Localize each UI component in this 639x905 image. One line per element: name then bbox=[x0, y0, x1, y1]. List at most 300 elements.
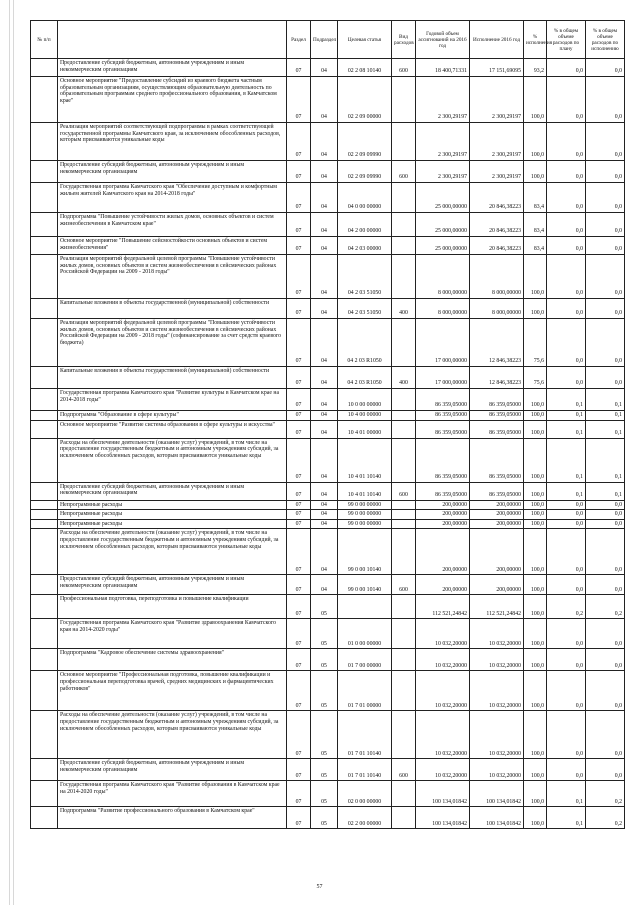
row-cs-cell: 99 0 00 00000 bbox=[338, 500, 392, 510]
row-razdel-cell: 07 bbox=[287, 59, 311, 77]
row-pct-cell: 100,0 bbox=[524, 711, 547, 759]
row-pct-cell: 83,4 bbox=[524, 237, 547, 255]
row-num-cell bbox=[31, 619, 58, 649]
row-isp-cell: 2 300,29197 bbox=[470, 77, 524, 123]
row-podrazdel-cell: 04 bbox=[311, 255, 338, 299]
row-share-isp-cell: 0,0 bbox=[586, 529, 625, 575]
row-pct-cell: 100,0 bbox=[524, 420, 547, 438]
row-vid-cell bbox=[392, 807, 416, 829]
row-vid-cell bbox=[392, 183, 416, 213]
row-share-isp-cell: 0,0 bbox=[586, 299, 625, 319]
row-razdel-cell: 07 bbox=[287, 411, 311, 421]
table-header-row bbox=[31, 21, 625, 59]
row-share-plan-cell: 0,1 bbox=[547, 781, 586, 807]
row-num-cell bbox=[31, 123, 58, 161]
row-plan-cell: 86 359,05000 bbox=[416, 482, 470, 500]
row-podrazdel-cell: 05 bbox=[311, 781, 338, 807]
row-plan-cell: 2 300,29197 bbox=[416, 77, 470, 123]
scan-artifact bbox=[13, 0, 14, 905]
row-pct-cell: 100,0 bbox=[524, 255, 547, 299]
row-name-cell: Предоставление субсидий бюджетным, автономным учреждениям и иным некоммерческим организациям bbox=[58, 575, 287, 595]
row-share-isp-cell: 0,2 bbox=[586, 781, 625, 807]
row-podrazdel-cell: 04 bbox=[311, 500, 338, 510]
row-podrazdel-cell: 04 bbox=[311, 367, 338, 389]
row-name-cell: Подпрограмма "Развитие профессионального образования в Камчатском крае" bbox=[58, 807, 287, 829]
row-plan-cell: 200,00000 bbox=[416, 575, 470, 595]
row-podrazdel-cell: 04 bbox=[311, 319, 338, 367]
row-vid-cell bbox=[392, 213, 416, 237]
row-share-plan-cell: 0,0 bbox=[547, 500, 586, 510]
row-vid-cell: 600 bbox=[392, 482, 416, 500]
row-podrazdel-cell: 05 bbox=[311, 649, 338, 671]
row-num-cell bbox=[31, 420, 58, 438]
row-isp-cell: 10 032,20000 bbox=[470, 619, 524, 649]
row-cs-cell: 10 4 01 00000 bbox=[338, 420, 392, 438]
row-cs-cell: 10 0 00 00000 bbox=[338, 389, 392, 411]
row-share-plan-cell: 0,0 bbox=[547, 319, 586, 367]
row-share-plan-cell: 0,0 bbox=[547, 161, 586, 183]
row-plan-cell: 25 000,00000 bbox=[416, 237, 470, 255]
row-isp-cell: 2 300,29197 bbox=[470, 161, 524, 183]
row-share-isp-cell: 0,0 bbox=[586, 213, 625, 237]
row-share-plan-cell: 0,1 bbox=[547, 438, 586, 482]
row-pct-cell: 100,0 bbox=[524, 123, 547, 161]
row-plan-cell: 25 000,00000 bbox=[416, 183, 470, 213]
row-vid-cell bbox=[392, 237, 416, 255]
row-name-cell: Расходы на обеспечение деятельности (оказание услуг) учреждений, в том числе на предоставление государственным бюджетным и автономным учреждениям субсидий, за исключением обособленных расходов, которым присваиваются уникальные коды bbox=[58, 529, 287, 575]
row-podrazdel-cell: 05 bbox=[311, 671, 338, 711]
row-podrazdel-cell: 04 bbox=[311, 213, 338, 237]
row-isp-cell: 100 134,01842 bbox=[470, 781, 524, 807]
row-pct-cell: 100,0 bbox=[524, 77, 547, 123]
row-vid-cell bbox=[392, 500, 416, 510]
row-num-cell bbox=[31, 161, 58, 183]
row-share-isp-cell: 0,0 bbox=[586, 575, 625, 595]
row-pct-cell: 100,0 bbox=[524, 781, 547, 807]
row-isp-cell: 8 000,00000 bbox=[470, 299, 524, 319]
row-razdel-cell: 07 bbox=[287, 123, 311, 161]
row-pct-cell: 100,0 bbox=[524, 500, 547, 510]
row-share-plan-cell: 0,0 bbox=[547, 519, 586, 529]
row-share-isp-cell: 0,0 bbox=[586, 123, 625, 161]
row-share-plan-cell: 0,0 bbox=[547, 649, 586, 671]
row-share-plan-cell: 0,0 bbox=[547, 619, 586, 649]
row-isp-cell: 86 359,05000 bbox=[470, 389, 524, 411]
row-plan-cell: 86 359,05000 bbox=[416, 411, 470, 421]
table-row bbox=[31, 595, 625, 619]
row-share-plan-cell: 0,0 bbox=[547, 299, 586, 319]
row-pct-cell: 100,0 bbox=[524, 389, 547, 411]
row-podrazdel-cell: 05 bbox=[311, 711, 338, 759]
row-share-plan-cell: 0,0 bbox=[547, 77, 586, 123]
row-share-plan-cell: 0,1 bbox=[547, 420, 586, 438]
table-row bbox=[31, 213, 625, 237]
row-podrazdel-cell: 04 bbox=[311, 438, 338, 482]
row-pct-cell: 100,0 bbox=[524, 619, 547, 649]
row-cs-cell: 99 0 00 10140 bbox=[338, 575, 392, 595]
row-name-cell: Государственная программа Камчатского края "Развитие образования в Камчатском крае на 2014-2020 годы" bbox=[58, 781, 287, 807]
row-isp-cell: 86 359,05000 bbox=[470, 438, 524, 482]
row-razdel-cell: 07 bbox=[287, 500, 311, 510]
row-vid-cell bbox=[392, 411, 416, 421]
row-razdel-cell: 07 bbox=[287, 237, 311, 255]
row-name-cell: Капитальные вложения в объекты государственной (муниципальной) собственности bbox=[58, 299, 287, 319]
row-share-plan-cell: 0,0 bbox=[547, 671, 586, 711]
row-share-plan-cell: 0,0 bbox=[547, 255, 586, 299]
table-row bbox=[31, 781, 625, 807]
row-num-cell bbox=[31, 438, 58, 482]
table-row bbox=[31, 420, 625, 438]
row-vid-cell bbox=[392, 438, 416, 482]
row-razdel-cell: 07 bbox=[287, 781, 311, 807]
row-name-cell: Капитальные вложения в объекты государственной (муниципальной) собственности bbox=[58, 367, 287, 389]
row-num-cell bbox=[31, 389, 58, 411]
row-vid-cell bbox=[392, 781, 416, 807]
row-razdel-cell: 07 bbox=[287, 759, 311, 781]
row-pct-cell: 75,6 bbox=[524, 319, 547, 367]
header-name bbox=[58, 21, 287, 59]
row-plan-cell: 10 032,20000 bbox=[416, 671, 470, 711]
row-pct-cell: 100,0 bbox=[524, 161, 547, 183]
row-podrazdel-cell: 04 bbox=[311, 161, 338, 183]
row-pct-cell: 100,0 bbox=[524, 411, 547, 421]
row-plan-cell: 10 032,20000 bbox=[416, 619, 470, 649]
row-share-isp-cell: 0,0 bbox=[586, 510, 625, 520]
row-num-cell bbox=[31, 500, 58, 510]
row-share-plan-cell: 0,0 bbox=[547, 237, 586, 255]
table-row bbox=[31, 575, 625, 595]
row-share-plan-cell: 0,2 bbox=[547, 595, 586, 619]
row-vid-cell: 400 bbox=[392, 367, 416, 389]
row-isp-cell: 20 846,38223 bbox=[470, 183, 524, 213]
row-num-cell bbox=[31, 649, 58, 671]
header-razdel: Раздел bbox=[287, 21, 311, 59]
page-number: 57 bbox=[316, 884, 323, 890]
row-pct-cell: 93,2 bbox=[524, 59, 547, 77]
row-plan-cell: 112 521,24842 bbox=[416, 595, 470, 619]
row-num-cell bbox=[31, 807, 58, 829]
row-vid-cell bbox=[392, 619, 416, 649]
row-plan-cell: 200,00000 bbox=[416, 510, 470, 520]
row-share-isp-cell: 0,1 bbox=[586, 389, 625, 411]
table-row bbox=[31, 123, 625, 161]
row-plan-cell: 10 032,20000 bbox=[416, 759, 470, 781]
table-row bbox=[31, 649, 625, 671]
budget-execution-table bbox=[30, 20, 625, 829]
row-num-cell bbox=[31, 183, 58, 213]
row-pct-cell: 100,0 bbox=[524, 649, 547, 671]
row-plan-cell: 17 000,00000 bbox=[416, 319, 470, 367]
row-vid-cell bbox=[392, 420, 416, 438]
row-vid-cell: 600 bbox=[392, 575, 416, 595]
row-pct-cell: 100,0 bbox=[524, 510, 547, 520]
row-razdel-cell: 07 bbox=[287, 420, 311, 438]
row-share-isp-cell: 0,0 bbox=[586, 500, 625, 510]
row-podrazdel-cell: 04 bbox=[311, 59, 338, 77]
row-pct-cell: 75,6 bbox=[524, 367, 547, 389]
row-razdel-cell: 07 bbox=[287, 299, 311, 319]
header-plan: Годовой объем ассигнований на 2016 год bbox=[416, 21, 470, 59]
row-vid-cell: 400 bbox=[392, 299, 416, 319]
row-name-cell: Расходы на обеспечение деятельности (оказание услуг) учреждений, в том числе на предоставление государственным бюджетным и автономным учреждениям субсидий, за исключением обособленных расходов, которым присваиваются уникальные коды bbox=[58, 438, 287, 482]
row-cs-cell: 99 0 00 00000 bbox=[338, 519, 392, 529]
row-vid-cell: 600 bbox=[392, 161, 416, 183]
row-cs-cell: 04 2 03 R1050 bbox=[338, 319, 392, 367]
row-cs-cell: 04 2 03 00000 bbox=[338, 237, 392, 255]
row-isp-cell: 10 032,20000 bbox=[470, 671, 524, 711]
table-row bbox=[31, 619, 625, 649]
table-row bbox=[31, 711, 625, 759]
row-plan-cell: 200,00000 bbox=[416, 500, 470, 510]
row-num-cell bbox=[31, 319, 58, 367]
row-name-cell: Государственная программа Камчатского края "Развитие здравоохранения Камчатского края на 2014-2020 годы" bbox=[58, 619, 287, 649]
row-razdel-cell: 07 bbox=[287, 77, 311, 123]
row-num-cell bbox=[31, 299, 58, 319]
header-num: № п/п bbox=[31, 21, 58, 59]
row-plan-cell: 2 300,29197 bbox=[416, 123, 470, 161]
row-name-cell: Государственная программа Камчатского края "Обеспечение доступным и комфортным жильем жителей Камчатского края на 2014-2018 годы" bbox=[58, 183, 287, 213]
row-num-cell bbox=[31, 213, 58, 237]
row-plan-cell: 18 400,71331 bbox=[416, 59, 470, 77]
row-isp-cell: 10 032,20000 bbox=[470, 759, 524, 781]
row-plan-cell: 100 134,01842 bbox=[416, 781, 470, 807]
row-cs-cell: 02 2 08 10140 bbox=[338, 59, 392, 77]
row-num-cell bbox=[31, 59, 58, 77]
row-plan-cell: 2 300,29197 bbox=[416, 161, 470, 183]
row-cs-cell: 99 0 00 10140 bbox=[338, 529, 392, 575]
row-isp-cell: 17 151,69095 bbox=[470, 59, 524, 77]
row-share-isp-cell: 0,0 bbox=[586, 649, 625, 671]
row-podrazdel-cell: 05 bbox=[311, 807, 338, 829]
row-podrazdel-cell: 05 bbox=[311, 595, 338, 619]
table-row bbox=[31, 510, 625, 520]
row-share-isp-cell: 0,0 bbox=[586, 161, 625, 183]
row-name-cell: Основное мероприятие "Развитие системы образования в сфере культуры и искусства" bbox=[58, 420, 287, 438]
row-isp-cell: 100 134,01842 bbox=[470, 807, 524, 829]
row-razdel-cell: 07 bbox=[287, 183, 311, 213]
row-name-cell: Предоставление субсидий бюджетным, автономным учреждениям и иным некоммерческим организациям bbox=[58, 482, 287, 500]
table-row bbox=[31, 77, 625, 123]
row-vid-cell bbox=[392, 595, 416, 619]
row-pct-cell: 100,0 bbox=[524, 529, 547, 575]
row-share-isp-cell: 0,0 bbox=[586, 671, 625, 711]
header-pct: % исполнения bbox=[524, 21, 547, 59]
row-share-isp-cell: 0,1 bbox=[586, 411, 625, 421]
row-vid-cell bbox=[392, 319, 416, 367]
row-plan-cell: 10 032,20000 bbox=[416, 711, 470, 759]
row-podrazdel-cell: 05 bbox=[311, 759, 338, 781]
row-name-cell: Предоставление субсидий бюджетным, автономным учреждениям и иным некоммерческим организациям bbox=[58, 59, 287, 77]
row-share-isp-cell: 0,0 bbox=[586, 183, 625, 213]
row-name-cell: Профессиональная подготовка, переподготовка и повышение квалификации bbox=[58, 595, 287, 619]
row-pct-cell: 100,0 bbox=[524, 299, 547, 319]
row-cs-cell: 10 4 00 00000 bbox=[338, 411, 392, 421]
row-share-isp-cell: 0,0 bbox=[586, 759, 625, 781]
table-body bbox=[31, 59, 625, 829]
row-razdel-cell: 07 bbox=[287, 595, 311, 619]
table-row bbox=[31, 161, 625, 183]
row-cs-cell: 02 2 09 09990 bbox=[338, 123, 392, 161]
row-vid-cell bbox=[392, 255, 416, 299]
row-share-plan-cell: 0,0 bbox=[547, 759, 586, 781]
row-podrazdel-cell: 04 bbox=[311, 519, 338, 529]
row-share-plan-cell: 0,0 bbox=[547, 711, 586, 759]
row-cs-cell: 02 2 09 09990 bbox=[338, 161, 392, 183]
row-cs-cell: 99 0 00 00000 bbox=[338, 510, 392, 520]
row-razdel-cell: 07 bbox=[287, 161, 311, 183]
table-row bbox=[31, 519, 625, 529]
row-podrazdel-cell: 04 bbox=[311, 77, 338, 123]
row-plan-cell: 8 000,00000 bbox=[416, 255, 470, 299]
row-plan-cell: 8 000,00000 bbox=[416, 299, 470, 319]
row-cs-cell: 01 7 01 10140 bbox=[338, 759, 392, 781]
row-name-cell: Реализация мероприятий федеральной целевой программы "Повышение устойчивости жилых домов, основных объектов и систем жизнеобеспечения в сейсмических районах Российской Федерации на 2009 - 2018 годы" (софинансирование за счет средств краевого бюджета) bbox=[58, 319, 287, 367]
row-cs-cell bbox=[338, 595, 392, 619]
row-share-isp-cell: 0,0 bbox=[586, 255, 625, 299]
row-share-plan-cell: 0,0 bbox=[547, 59, 586, 77]
row-razdel-cell: 07 bbox=[287, 510, 311, 520]
row-razdel-cell: 07 bbox=[287, 807, 311, 829]
row-vid-cell bbox=[392, 389, 416, 411]
row-share-isp-cell: 0,2 bbox=[586, 807, 625, 829]
row-share-isp-cell: 0,1 bbox=[586, 420, 625, 438]
header-vid: Вид расходов bbox=[392, 21, 416, 59]
table-row bbox=[31, 500, 625, 510]
row-cs-cell: 04 2 03 R1050 bbox=[338, 367, 392, 389]
row-num-cell bbox=[31, 482, 58, 500]
row-share-plan-cell: 0,0 bbox=[547, 575, 586, 595]
row-share-plan-cell: 0,0 bbox=[547, 510, 586, 520]
row-podrazdel-cell: 04 bbox=[311, 575, 338, 595]
table-row bbox=[31, 389, 625, 411]
row-cs-cell: 04 0 00 00000 bbox=[338, 183, 392, 213]
row-razdel-cell: 07 bbox=[287, 319, 311, 367]
row-plan-cell: 10 032,20000 bbox=[416, 649, 470, 671]
row-num-cell bbox=[31, 575, 58, 595]
row-podrazdel-cell: 04 bbox=[311, 482, 338, 500]
row-share-isp-cell: 0,0 bbox=[586, 77, 625, 123]
row-name-cell: Предоставление субсидий бюджетным, автономным учреждениям и иным некоммерческим организациям bbox=[58, 759, 287, 781]
row-cs-cell: 02 2 09 00000 bbox=[338, 77, 392, 123]
row-isp-cell: 200,00000 bbox=[470, 529, 524, 575]
row-num-cell bbox=[31, 529, 58, 575]
row-podrazdel-cell: 04 bbox=[311, 299, 338, 319]
table-row bbox=[31, 319, 625, 367]
row-vid-cell: 600 bbox=[392, 759, 416, 781]
row-name-cell: Основное мероприятие "Повышение сейсмостойкости основных объектов и систем жизнеобеспечения" bbox=[58, 237, 287, 255]
row-cs-cell: 01 7 01 00000 bbox=[338, 671, 392, 711]
row-plan-cell: 200,00000 bbox=[416, 519, 470, 529]
row-num-cell bbox=[31, 510, 58, 520]
row-pct-cell: 83,4 bbox=[524, 183, 547, 213]
row-name-cell: Основное мероприятие "Профессиональная подготовка, повышение квалификации и профессиональная переподготовка врачей, средних медицинских и фармацевтических работников" bbox=[58, 671, 287, 711]
row-podrazdel-cell: 04 bbox=[311, 237, 338, 255]
row-pct-cell: 100,0 bbox=[524, 759, 547, 781]
row-share-plan-cell: 0,1 bbox=[547, 807, 586, 829]
row-plan-cell: 86 359,05000 bbox=[416, 420, 470, 438]
row-share-plan-cell: 0,0 bbox=[547, 529, 586, 575]
table-row bbox=[31, 482, 625, 500]
row-vid-cell bbox=[392, 519, 416, 529]
row-razdel-cell: 07 bbox=[287, 529, 311, 575]
row-pct-cell: 100,0 bbox=[524, 671, 547, 711]
row-vid-cell bbox=[392, 77, 416, 123]
row-num-cell bbox=[31, 759, 58, 781]
table-row bbox=[31, 367, 625, 389]
row-plan-cell: 200,00000 bbox=[416, 529, 470, 575]
row-razdel-cell: 07 bbox=[287, 255, 311, 299]
row-pct-cell: 83,4 bbox=[524, 213, 547, 237]
row-razdel-cell: 07 bbox=[287, 482, 311, 500]
table-row bbox=[31, 255, 625, 299]
row-cs-cell: 10 4 01 10140 bbox=[338, 482, 392, 500]
row-podrazdel-cell: 04 bbox=[311, 411, 338, 421]
row-cs-cell: 02 2 00 00000 bbox=[338, 807, 392, 829]
row-isp-cell: 200,00000 bbox=[470, 519, 524, 529]
row-podrazdel-cell: 04 bbox=[311, 510, 338, 520]
row-name-cell: Реализация мероприятий соответствующей подпрограммы в рамках соответствующей государственной программы Камчатского края, за исключением обособленных расходов, которым присваиваются уникальные коды bbox=[58, 123, 287, 161]
row-plan-cell: 100 134,01842 bbox=[416, 807, 470, 829]
row-share-plan-cell: 0,1 bbox=[547, 411, 586, 421]
row-plan-cell: 17 000,00000 bbox=[416, 367, 470, 389]
row-razdel-cell: 07 bbox=[287, 213, 311, 237]
table-row bbox=[31, 759, 625, 781]
row-pct-cell: 100,0 bbox=[524, 438, 547, 482]
header-share-plan: % в общем объеме расходов по плану bbox=[547, 21, 586, 59]
row-cs-cell: 02 0 00 00000 bbox=[338, 781, 392, 807]
row-vid-cell bbox=[392, 671, 416, 711]
row-num-cell bbox=[31, 411, 58, 421]
row-share-isp-cell: 0,0 bbox=[586, 319, 625, 367]
row-isp-cell: 10 032,20000 bbox=[470, 711, 524, 759]
row-vid-cell bbox=[392, 649, 416, 671]
row-razdel-cell: 07 bbox=[287, 438, 311, 482]
row-num-cell bbox=[31, 781, 58, 807]
row-razdel-cell: 07 bbox=[287, 711, 311, 759]
row-isp-cell: 200,00000 bbox=[470, 510, 524, 520]
row-name-cell: Предоставление субсидий бюджетным, автономным учреждениям и иным некоммерческим организациям bbox=[58, 161, 287, 183]
row-cs-cell: 01 7 00 00000 bbox=[338, 649, 392, 671]
row-name-cell: Расходы на обеспечение деятельности (оказание услуг) учреждений, в том числе на предоставление государственным бюджетным и автономным учреждениям субсидий, за исключением обособленных расходов, которым присваиваются уникальные коды bbox=[58, 711, 287, 759]
header-podrazdel: Подраздел bbox=[311, 21, 338, 59]
row-razdel-cell: 07 bbox=[287, 519, 311, 529]
row-cs-cell: 04 2 03 51050 bbox=[338, 299, 392, 319]
table-row bbox=[31, 671, 625, 711]
row-podrazdel-cell: 05 bbox=[311, 619, 338, 649]
row-isp-cell: 86 359,05000 bbox=[470, 411, 524, 421]
row-name-cell: Непрограммные расходы bbox=[58, 519, 287, 529]
table-row bbox=[31, 299, 625, 319]
row-isp-cell: 10 032,20000 bbox=[470, 649, 524, 671]
row-share-isp-cell: 0,0 bbox=[586, 367, 625, 389]
table-row bbox=[31, 183, 625, 213]
row-isp-cell: 200,00000 bbox=[470, 500, 524, 510]
row-share-isp-cell: 0,0 bbox=[586, 711, 625, 759]
row-share-plan-cell: 0,0 bbox=[547, 213, 586, 237]
scan-artifact bbox=[9, 0, 10, 905]
row-isp-cell: 200,00000 bbox=[470, 575, 524, 595]
header-cs: Целевая статья bbox=[338, 21, 392, 59]
row-podrazdel-cell: 04 bbox=[311, 420, 338, 438]
row-podrazdel-cell: 04 bbox=[311, 123, 338, 161]
row-isp-cell: 112 521,24842 bbox=[470, 595, 524, 619]
row-cs-cell: 04 2 03 51050 bbox=[338, 255, 392, 299]
row-razdel-cell: 07 bbox=[287, 619, 311, 649]
row-num-cell bbox=[31, 519, 58, 529]
row-isp-cell: 86 359,05000 bbox=[470, 482, 524, 500]
row-share-isp-cell: 0,0 bbox=[586, 519, 625, 529]
row-name-cell: Непрограммные расходы bbox=[58, 510, 287, 520]
